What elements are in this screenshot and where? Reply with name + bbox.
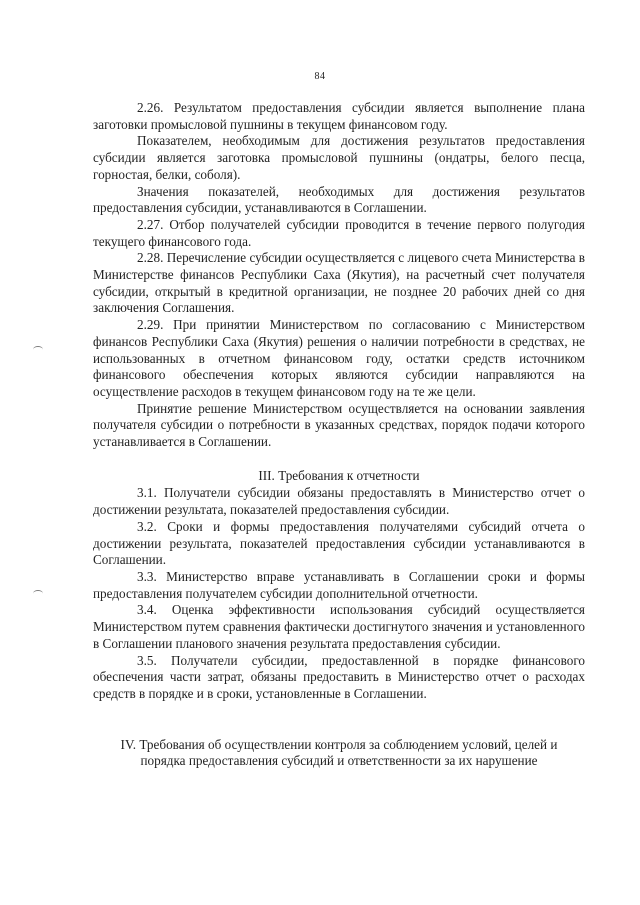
paragraph-decision: Принятие решение Министерством осуществляется на основании заявления получателя субсидии о потребности в указанных средствах, порядок подачи которого устанавливается в Соглашении. xyxy=(93,400,585,450)
paragraph-indicator: Показателем, необходимым для достижения результатов предоставления субсидии является заготовка промысловой пушнины (ондатры, белого песца, горностая, белки, соболя). xyxy=(93,133,585,182)
paragraph-2-27: 2.27. Отбор получателей субсидии проводится в течение первого полугодия текущего финансового года. xyxy=(93,216,585,249)
section-3-heading: III. Требования к отчетности xyxy=(258,467,420,483)
paragraph-3-4: 3.4. Оценка эффективности использования субсидий осуществляется Министерством путем сравнения фактически достигнутого значения и установленного в Соглашении планового значения результата предоставления субсидии. xyxy=(93,602,585,651)
margin-mark xyxy=(33,590,43,597)
paragraph-2-26: 2.26. Результатом предоставления субсидии является выполнение плана заготовки промысловой пушнины в текущем финансовом году. xyxy=(93,100,585,132)
section-4-heading: IV. Требования об осуществлении контроля за соблюдением условий, целей и порядка предоставления субсидий и ответственности за их нарушение xyxy=(120,736,558,769)
paragraph-3-1: 3.1. Получатели субсидии обязаны предоставлять в Министерство отчет о достижении результата, показателей предоставления субсидии. xyxy=(93,485,585,518)
paragraph-3-2: 3.2. Сроки и формы предоставления получателями субсидий отчета о достижении результата, показателей предоставления субсидии устанавливаются в Соглашении. xyxy=(93,518,585,568)
paragraph-3-3: 3.3. Министерство вправе устанавливать в Соглашении сроки и формы предоставления получателем субсидии дополнительной отчетности. xyxy=(93,568,585,601)
paragraph-2-28: 2.28. Перечисление субсидии осуществляется с лицевого счета Министерства в Министерстве финансов Республики Саха (Якутия), на расчетный счет получателя субсидии, открытый в кредитной организации, не позднее 20 рабочих дней со дня заключения Соглашения. xyxy=(93,250,585,316)
margin-mark xyxy=(33,346,43,353)
paragraph-indicator-values: Значения показателей, необходимых для достижения результатов предоставления субсидии, устанавливаются в Соглашении. xyxy=(93,183,585,216)
page-number: 84 xyxy=(314,71,326,82)
document-body xyxy=(93,100,585,770)
paragraph-2-29: 2.29. При принятии Министерством по согласованию с Министерством финансов Республики Саха (Якутия) решения о наличии потребности в средствах, не использованных в отчетном финансовом году, остатки средств источником финансового обеспечения которых являются субсидии направляются на осуществление расходов в текущем финансовом году на те же цели. xyxy=(93,317,585,399)
paragraph-3-5: 3.5. Получатели субсидии, предоставленной в порядке финансового обеспечения части затрат, обязаны предоставить в Министерство отчет о расходах средств в порядке и в сроки, установленные в Соглашении. xyxy=(93,652,585,701)
